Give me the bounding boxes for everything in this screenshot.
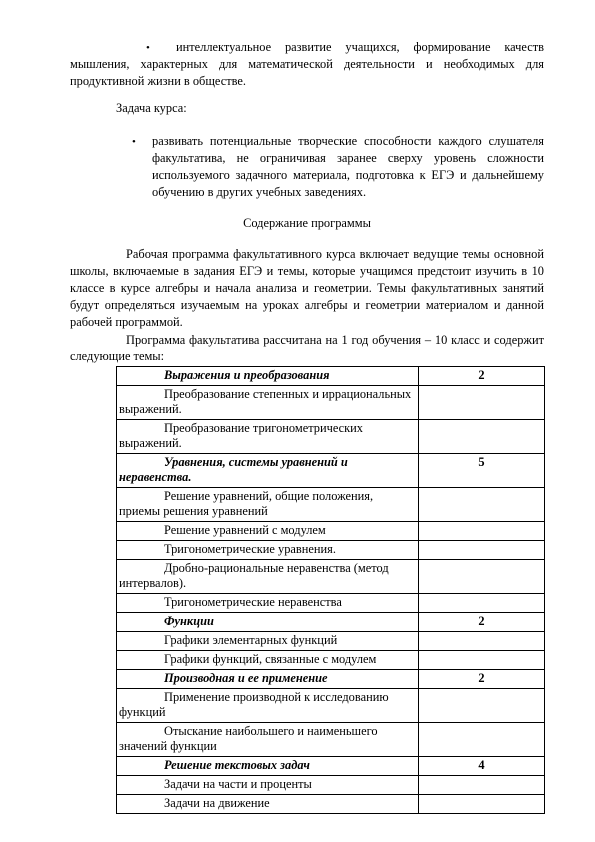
hours-cell bbox=[419, 386, 545, 420]
hours-cell bbox=[419, 420, 545, 454]
topic-title: Задачи на части и проценты bbox=[117, 776, 419, 795]
task-heading: Задача курса: bbox=[116, 101, 187, 115]
program-table bbox=[116, 366, 545, 814]
hours-cell bbox=[419, 488, 545, 522]
table-row bbox=[117, 386, 545, 420]
hours-cell bbox=[419, 776, 545, 795]
section-title: Производная и ее применение bbox=[117, 670, 419, 689]
hours-cell bbox=[419, 723, 545, 757]
table-row bbox=[117, 632, 545, 651]
topic-title: Тригонометрические уравнения. bbox=[117, 541, 419, 560]
hours-cell: 2 bbox=[419, 670, 545, 689]
content-paragraph-2: Программа факультатива рассчитана на 1 год обучения – 10 класс и содержит следующие темы: bbox=[70, 333, 544, 363]
hours-cell bbox=[419, 541, 545, 560]
topic-title: Графики функций, связанные с модулем bbox=[117, 651, 419, 670]
table-row bbox=[117, 723, 545, 757]
topic-title: Отыскание наибольшего и наименьшего значений функции bbox=[117, 723, 419, 757]
hours-cell bbox=[419, 689, 545, 723]
task-text: развивать потенциальные творческие способности каждого слушателя факультатива, не ограничивая заранее сверху уровень сложности используемого задачного материала, подготовка к ЕГЭ и дальнейшему обучению в других учебных заведениях. bbox=[152, 134, 544, 199]
hours-cell bbox=[419, 522, 545, 541]
hours-cell bbox=[419, 651, 545, 670]
hours-cell: 4 bbox=[419, 757, 545, 776]
table-row bbox=[117, 420, 545, 454]
table-row bbox=[117, 776, 545, 795]
bullet-icon: • bbox=[146, 42, 150, 54]
table-row bbox=[117, 522, 545, 541]
hours-cell: 5 bbox=[419, 454, 545, 488]
table-section-row bbox=[117, 613, 545, 632]
table-section-row bbox=[117, 757, 545, 776]
topic-title: Решение уравнений с модулем bbox=[117, 522, 419, 541]
table-row bbox=[117, 689, 545, 723]
hours-cell bbox=[419, 632, 545, 651]
hours-cell: 2 bbox=[419, 613, 545, 632]
table-row bbox=[117, 541, 545, 560]
program-table-body bbox=[117, 367, 545, 814]
hours-cell bbox=[419, 594, 545, 613]
section-title: Функции bbox=[117, 613, 419, 632]
topic-title: Тригонометрические неравенства bbox=[117, 594, 419, 613]
section-title: Решение текстовых задач bbox=[117, 757, 419, 776]
table-row bbox=[117, 594, 545, 613]
section-title: Уравнения, системы уравнений и неравенства. bbox=[117, 454, 419, 488]
topic-title: Решение уравнений, общие положения, приемы решения уравнений bbox=[117, 488, 419, 522]
intro-bullet-text: интеллектуальное развитие учащихся, формирование качеств мышления, характерных для математической деятельности и необходимых для продуктивной жизни в обществе. bbox=[70, 40, 544, 88]
table-row bbox=[117, 560, 545, 594]
content-heading: Содержание программы bbox=[243, 216, 371, 230]
topic-title: Преобразование степенных и иррациональных выражений. bbox=[117, 386, 419, 420]
table-row bbox=[117, 795, 545, 814]
hours-cell bbox=[419, 795, 545, 814]
topic-title: Графики элементарных функций bbox=[117, 632, 419, 651]
table-row bbox=[117, 651, 545, 670]
table-row bbox=[117, 488, 545, 522]
topic-title: Преобразование тригонометрических выражений. bbox=[117, 420, 419, 454]
table-section-row bbox=[117, 670, 545, 689]
table-section-row bbox=[117, 367, 545, 386]
hours-cell: 2 bbox=[419, 367, 545, 386]
bullet-icon: • bbox=[132, 136, 136, 148]
content-paragraph-1: Рабочая программа факультативного курса включает ведущие темы основной школы, включаемые в задания ЕГЭ и темы, которые учащимся предстоит изучить в 10 классе в курсе алгебры и начала анализа и геометрии. Темы факультативных занятий будут определяться изучаемым на уроках алгебры и геометрии материалом и данной рабочей программой. bbox=[70, 247, 544, 329]
topic-title: Применение производной к исследованию функций bbox=[117, 689, 419, 723]
topic-title: Задачи на движение bbox=[117, 795, 419, 814]
table-section-row bbox=[117, 454, 545, 488]
topic-title: Дробно-рациональные неравенства (метод интервалов). bbox=[117, 560, 419, 594]
hours-cell bbox=[419, 560, 545, 594]
section-title: Выражения и преобразования bbox=[117, 367, 419, 386]
